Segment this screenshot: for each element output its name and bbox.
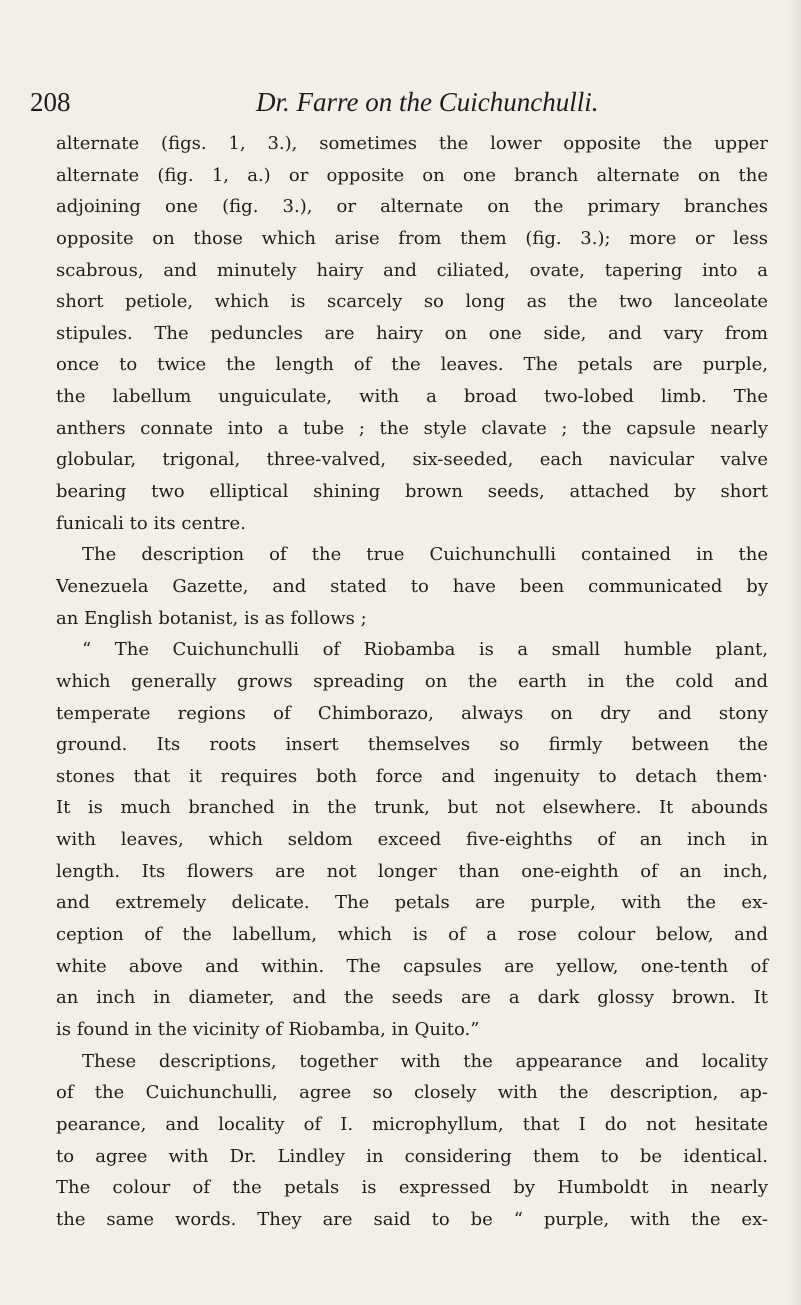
text-line-6: short petiole, which is scarcely so long as the two lanceolate: [56, 291, 768, 313]
text-line-8: once to twice the length of the leaves. The petals are purple,: [56, 354, 768, 376]
text-line-4: opposite on those which arise from them (fig. 3.); more or less: [56, 227, 768, 249]
text-line-18: which generally grows spreading on the earth in the cold and: [56, 670, 768, 692]
text-line-1: alternate (figs. 1, 3.), sometimes the lower opposite the upper: [56, 133, 768, 154]
text-line-15: Venezuela Gazette, and stated to have been communicated by: [56, 575, 768, 597]
text-line-23: with leaves, which seldom exceed five-eighths of an inch in: [56, 829, 768, 851]
text-line-31: of the Cuichunchulli, agree so closely with the description, ap-: [56, 1082, 768, 1104]
text-line-33: to agree with Dr. Lindley in considering them to be identical.: [56, 1145, 768, 1167]
text-line-29: is found in the vicinity of Riobamba, in Quito.”: [56, 1018, 480, 1040]
text-line-13: funicali to its centre.: [56, 512, 246, 534]
text-line-2: alternate (fig. 1, a.) or opposite on one branch alternate on the: [56, 164, 768, 186]
paper-edge-shadow: [789, 0, 801, 1305]
text-line-9: the labellum unguiculate, with a broad two-lobed limb. The: [56, 386, 768, 408]
text-line-3: adjoining one (fig. 3.), or alternate on the primary branches: [56, 196, 768, 218]
text-line-17: “ The Cuichunchulli of Riobamba is a small humble plant,: [82, 639, 768, 661]
text-line-12: bearing two elliptical shining brown seeds, attached by short: [56, 481, 768, 503]
page-number: 208: [30, 87, 71, 117]
running-head: [30, 82, 770, 122]
body-text: [56, 128, 768, 1235]
text-line-14: The description of the true Cuichunchulli contained in the: [82, 544, 768, 566]
text-line-22: It is much branched in the trunk, but not elsewhere. It abounds: [56, 797, 768, 819]
text-line-30: These descriptions, together with the appearance and locality: [82, 1050, 768, 1072]
text-line-20: ground. Its roots insert themselves so firmly between the: [56, 734, 768, 756]
text-line-32: pearance, and locality of I. microphyllum, that I do not hesitate: [56, 1113, 768, 1135]
text-line-19: temperate regions of Chimborazo, always on dry and stony: [56, 702, 768, 724]
text-line-34: The colour of the petals is expressed by Humboldt in nearly: [56, 1177, 768, 1199]
text-line-5: scabrous, and minutely hairy and ciliated, ovate, tapering into a: [56, 259, 768, 281]
text-line-21: stones that it requires both force and ingenuity to detach them·: [56, 765, 768, 787]
text-line-28: an inch in diameter, and the seeds are a dark glossy brown. It: [56, 987, 768, 1009]
text-line-7: stipules. The peduncles are hairy on one side, and vary from: [56, 322, 768, 344]
text-line-25: and extremely delicate. The petals are purple, with the ex-: [56, 892, 768, 914]
text-line-27: white above and within. The capsules are yellow, one-tenth of: [56, 955, 768, 977]
text-line-10: anthers connate into a tube ; the style clavate ; the capsule nearly: [56, 417, 768, 439]
running-title: Dr. Farre on the Cuichunchulli.: [256, 87, 599, 117]
text-line-11: globular, trigonal, three-valved, six-seeded, each navicular valve: [56, 449, 768, 471]
text-line-16: an English botanist, is as follows ;: [56, 607, 367, 629]
text-line-26: ception of the labellum, which is of a rose colour below, and: [56, 924, 768, 946]
text-line-24: length. Its flowers are not longer than one-eighth of an inch,: [56, 860, 768, 882]
text-line-35: the same words. They are said to be “ purple, with the ex-: [56, 1208, 768, 1230]
